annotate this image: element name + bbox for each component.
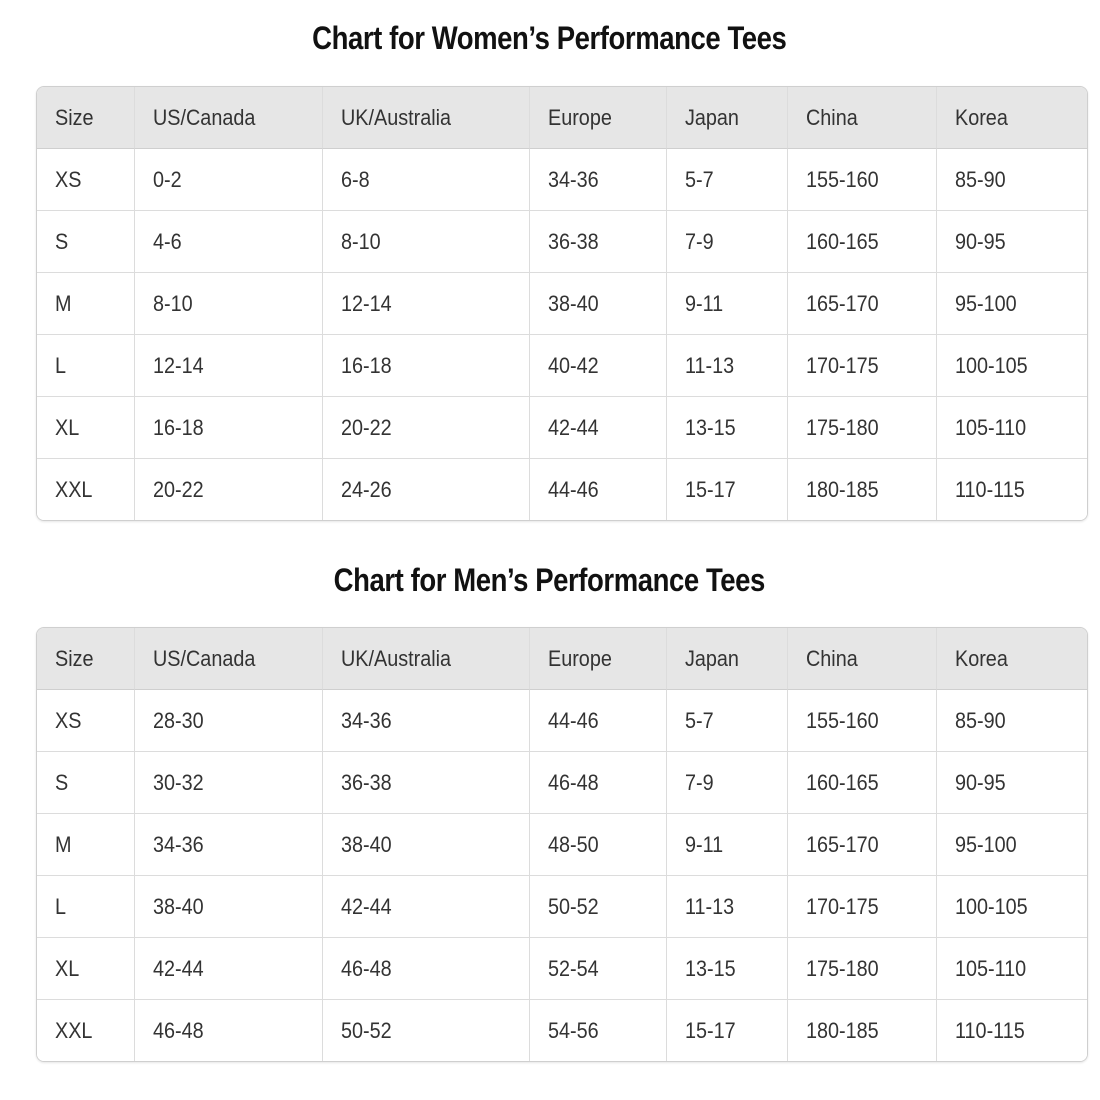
cell-value: 46-48 [548,769,599,795]
table-cell [937,459,1087,520]
column-header [530,628,667,690]
column-header-label: Europe [548,104,612,130]
table-cell [667,273,788,335]
cell-value: 180-185 [806,476,879,502]
cell-value: 105-110 [955,955,1027,981]
size-cell [37,211,135,273]
cell-value: 90-95 [955,769,1006,795]
cell-value: 42-44 [548,414,599,440]
cell-value: XXL [55,476,93,502]
cell-value: 20-22 [341,414,392,440]
table-row [37,211,1087,273]
table-cell [667,752,788,814]
table-cell [667,211,788,273]
table-cell [937,938,1087,1000]
cell-value: 175-180 [806,955,879,981]
column-header [788,628,937,690]
size-cell [37,335,135,397]
cell-value: 44-46 [548,476,599,502]
cell-value: M [55,290,72,316]
cell-value: 42-44 [341,893,392,919]
table-cell [667,335,788,397]
table-cell [323,690,530,752]
table-cell [788,690,937,752]
table-cell [323,273,530,335]
table-cell [323,459,530,520]
table-cell [937,397,1087,459]
cell-value: 16-18 [341,352,392,378]
table-row [37,1000,1087,1061]
size-cell [37,149,135,211]
column-header [135,87,323,149]
column-header [667,87,788,149]
table-cell [530,211,667,273]
table-cell [530,814,667,876]
table-header-row [37,87,1087,149]
column-header [937,87,1087,149]
table-cell [530,752,667,814]
table-cell [323,876,530,938]
table-cell [937,211,1087,273]
column-header [530,87,667,149]
table-row [37,752,1087,814]
cell-value: 11-13 [685,352,735,378]
table-cell [788,459,937,520]
cell-value: 50-52 [548,893,599,919]
table-row [37,397,1087,459]
size-cell [37,814,135,876]
cell-value: XXL [55,1017,93,1043]
men-size-table [36,627,1088,1062]
cell-value: 90-95 [955,228,1006,254]
table-cell [530,397,667,459]
cell-value: S [55,769,69,795]
cell-value: XL [55,955,80,981]
table-cell [530,690,667,752]
cell-value: 105-110 [955,414,1027,440]
cell-value: 8-10 [341,228,381,254]
cell-value: 54-56 [548,1017,599,1043]
cell-value: 110-115 [955,476,1025,502]
table-cell [135,814,323,876]
table-cell [135,876,323,938]
cell-value: XL [55,414,80,440]
column-header-label: Size [55,645,94,671]
table-cell [788,938,937,1000]
cell-value: 38-40 [548,290,599,316]
table-cell [135,273,323,335]
table-cell [135,397,323,459]
column-header [323,87,530,149]
size-cell [37,752,135,814]
cell-value: 5-7 [685,707,714,733]
cell-value: 4-6 [153,228,182,254]
column-header-label: Japan [685,645,739,671]
cell-value: L [55,352,67,378]
column-header [937,628,1087,690]
cell-value: 13-15 [685,955,736,981]
column-header [667,628,788,690]
table-cell [323,335,530,397]
column-header-label: Korea [955,645,1008,671]
column-header [37,628,135,690]
table-cell [530,273,667,335]
women-chart-title: Chart for Women’s Performance Tees [312,20,787,56]
table-cell [323,397,530,459]
cell-value: 155-160 [806,707,879,733]
table-row [37,938,1087,1000]
column-header-label: Korea [955,104,1008,130]
cell-value: 160-165 [806,228,879,254]
table-cell [667,876,788,938]
table-cell [323,814,530,876]
table-cell [788,1000,937,1061]
column-header-label: US/Canada [153,104,256,130]
table-cell [667,1000,788,1061]
column-header [37,87,135,149]
cell-value: L [55,893,67,919]
column-header-label: UK/Australia [341,645,452,671]
table-cell [788,814,937,876]
column-header-label: China [806,104,858,130]
table-cell [788,752,937,814]
cell-value: 44-46 [548,707,599,733]
cell-value: 42-44 [153,955,204,981]
table-cell [135,938,323,1000]
cell-value: 180-185 [806,1017,879,1043]
table-row [37,335,1087,397]
table-cell [135,1000,323,1061]
cell-value: 7-9 [685,769,714,795]
table-cell [937,335,1087,397]
cell-value: XS [55,166,82,192]
table-row [37,273,1087,335]
table-cell [530,149,667,211]
table-cell [667,397,788,459]
size-cell [37,876,135,938]
table-cell [788,211,937,273]
cell-value: 9-11 [685,290,724,316]
cell-value: 46-48 [153,1017,204,1043]
table-cell [667,690,788,752]
table-cell [788,273,937,335]
table-cell [530,876,667,938]
cell-value: 46-48 [341,955,392,981]
table-cell [937,752,1087,814]
cell-value: 13-15 [685,414,736,440]
cell-value: 95-100 [955,290,1017,316]
table-cell [937,273,1087,335]
cell-value: 165-170 [806,290,879,316]
table-cell [667,938,788,1000]
table-cell [788,876,937,938]
column-header-label: Size [55,104,94,130]
cell-value: 170-175 [806,893,879,919]
table-cell [667,149,788,211]
table-cell [135,690,323,752]
table-cell [937,1000,1087,1061]
table-cell [937,876,1087,938]
cell-value: 12-14 [341,290,392,316]
cell-value: 165-170 [806,831,879,857]
table-cell [135,211,323,273]
table-cell [323,752,530,814]
table-cell [323,211,530,273]
cell-value: 15-17 [685,476,736,502]
cell-value: 6-8 [341,166,370,192]
table-row [37,876,1087,938]
table-cell [323,1000,530,1061]
cell-value: 36-38 [548,228,599,254]
cell-value: 50-52 [341,1017,392,1043]
cell-value: 38-40 [153,893,204,919]
size-cell [37,459,135,520]
cell-value: 5-7 [685,166,714,192]
cell-value: 100-105 [955,352,1028,378]
table-row [37,814,1087,876]
cell-value: 100-105 [955,893,1028,919]
table-cell [530,1000,667,1061]
table-row [37,690,1087,752]
table-row [37,149,1087,211]
column-header-label: UK/Australia [341,104,452,130]
column-header-label: Japan [685,104,739,130]
cell-value: 160-165 [806,769,879,795]
size-cell [37,273,135,335]
table-header-row [37,628,1087,690]
cell-value: M [55,831,72,857]
size-cell [37,690,135,752]
table-cell [135,752,323,814]
table-cell [135,335,323,397]
table-cell [937,149,1087,211]
table-cell [937,690,1087,752]
cell-value: 20-22 [153,476,204,502]
column-header-label: US/Canada [153,645,256,671]
table-cell [530,938,667,1000]
cell-value: 52-54 [548,955,599,981]
table-cell [667,459,788,520]
men-chart-title: Chart for Men’s Performance Tees [333,562,765,598]
cell-value: 15-17 [685,1017,736,1043]
cell-value: 28-30 [153,707,204,733]
cell-value: 9-11 [685,831,724,857]
cell-value: 175-180 [806,414,879,440]
column-header [323,628,530,690]
column-header-label: Europe [548,645,612,671]
cell-value: 85-90 [955,707,1006,733]
cell-value: 0-2 [153,166,182,192]
table-cell [788,149,937,211]
table-cell [530,335,667,397]
table-cell [135,149,323,211]
table-row [37,459,1087,520]
cell-value: 36-38 [341,769,392,795]
cell-value: 170-175 [806,352,879,378]
column-header [135,628,323,690]
table-cell [667,814,788,876]
cell-value: 12-14 [153,352,204,378]
column-header-label: China [806,645,858,671]
cell-value: S [55,228,69,254]
size-cell [37,397,135,459]
cell-value: 34-36 [153,831,204,857]
column-header [788,87,937,149]
cell-value: 11-13 [685,893,735,919]
table-cell [135,459,323,520]
cell-value: 40-42 [548,352,599,378]
cell-value: 48-50 [548,831,599,857]
cell-value: 8-10 [153,290,193,316]
cell-value: 7-9 [685,228,714,254]
table-cell [937,814,1087,876]
table-cell [323,149,530,211]
cell-value: 95-100 [955,831,1017,857]
size-cell [37,938,135,1000]
cell-value: 34-36 [341,707,392,733]
table-cell [788,397,937,459]
cell-value: 110-115 [955,1017,1025,1043]
cell-value: 85-90 [955,166,1006,192]
table-cell [530,459,667,520]
cell-value: 24-26 [341,476,392,502]
size-cell [37,1000,135,1061]
cell-value: 30-32 [153,769,204,795]
cell-value: 38-40 [341,831,392,857]
cell-value: XS [55,707,82,733]
cell-value: 155-160 [806,166,879,192]
table-cell [323,938,530,1000]
table-cell [788,335,937,397]
cell-value: 16-18 [153,414,204,440]
women-size-table [36,86,1088,521]
cell-value: 34-36 [548,166,599,192]
